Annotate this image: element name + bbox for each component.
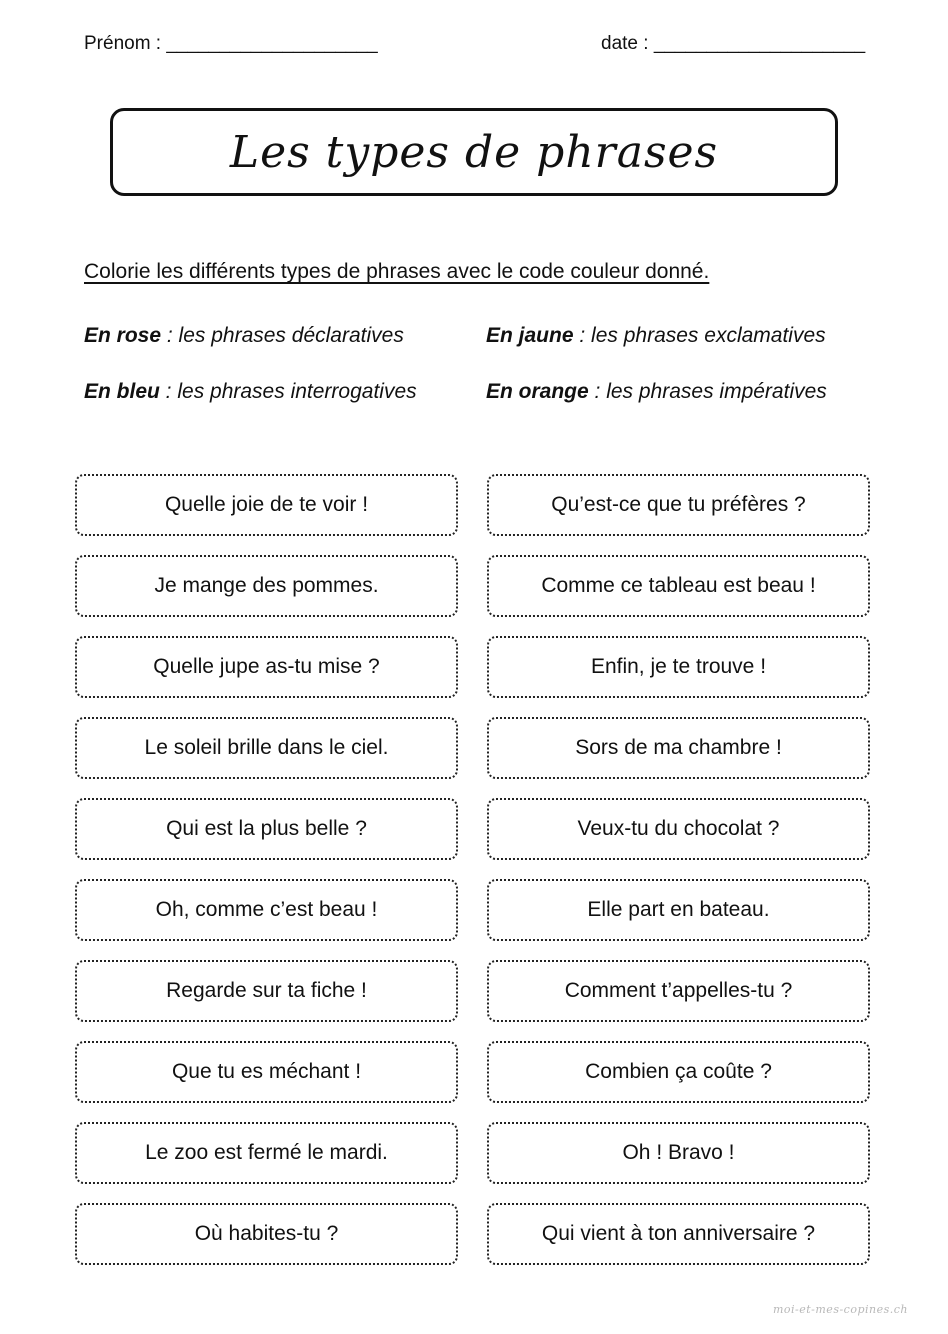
color-code-rose <box>84 324 404 348</box>
color-code-bleu <box>84 380 417 404</box>
sentence-card[interactable]: Le zoo est fermé le mardi. <box>75 1122 458 1184</box>
color-code-jaune <box>486 324 826 348</box>
sentence-card[interactable]: Veux-tu du chocolat ? <box>487 798 870 860</box>
sentence-card[interactable]: Le soleil brille dans le ciel. <box>75 717 458 779</box>
sentence-card[interactable]: Elle part en bateau. <box>487 879 870 941</box>
color-code-type: : les phrases déclaratives <box>161 324 404 347</box>
date-field: date : ____________________ <box>601 33 866 54</box>
instruction: Colorie les différents types de phrases avec le code couleur donné. <box>84 260 710 283</box>
sentence-card[interactable]: Sors de ma chambre ! <box>487 717 870 779</box>
sentence-card[interactable]: Comme ce tableau est beau ! <box>487 555 870 617</box>
page-title: Les types de phrases <box>229 126 719 178</box>
sentence-card[interactable]: Quelle jupe as-tu mise ? <box>75 636 458 698</box>
watermark: moi-et-mes-copines.ch <box>772 1303 908 1316</box>
color-code-type: : les phrases exclamatives <box>573 324 826 347</box>
sentence-card[interactable]: Où habites-tu ? <box>75 1203 458 1265</box>
title-box <box>110 108 838 196</box>
sentence-grid <box>75 474 870 1265</box>
sentence-card[interactable]: Que tu es méchant ! <box>75 1041 458 1103</box>
sentence-card[interactable]: Oh ! Bravo ! <box>487 1122 870 1184</box>
sentence-card[interactable]: Qui est la plus belle ? <box>75 798 458 860</box>
sentence-card[interactable]: Regarde sur ta fiche ! <box>75 960 458 1022</box>
sentence-card[interactable]: Comment t’appelles-tu ? <box>487 960 870 1022</box>
color-code-type: : les phrases impératives <box>588 380 827 403</box>
sentence-card[interactable]: Combien ça coûte ? <box>487 1041 870 1103</box>
color-code-orange <box>486 380 827 404</box>
color-code-label: En jaune <box>486 324 574 347</box>
prenom-field: Prénom : ____________________ <box>84 33 378 54</box>
sentence-card[interactable]: Oh, comme c’est beau ! <box>75 879 458 941</box>
sentence-card[interactable]: Qui vient à ton anniversaire ? <box>487 1203 870 1265</box>
color-code-label: En rose <box>84 324 162 347</box>
color-code-label: En bleu <box>84 380 160 403</box>
sentence-card[interactable]: Qu’est-ce que tu préfères ? <box>487 474 870 536</box>
sentence-card[interactable]: Je mange des pommes. <box>75 555 458 617</box>
color-code-type: : les phrases interrogatives <box>159 380 417 403</box>
sentence-card[interactable]: Quelle joie de te voir ! <box>75 474 458 536</box>
sentence-card[interactable]: Enfin, je te trouve ! <box>487 636 870 698</box>
color-code-label: En orange <box>486 380 589 403</box>
